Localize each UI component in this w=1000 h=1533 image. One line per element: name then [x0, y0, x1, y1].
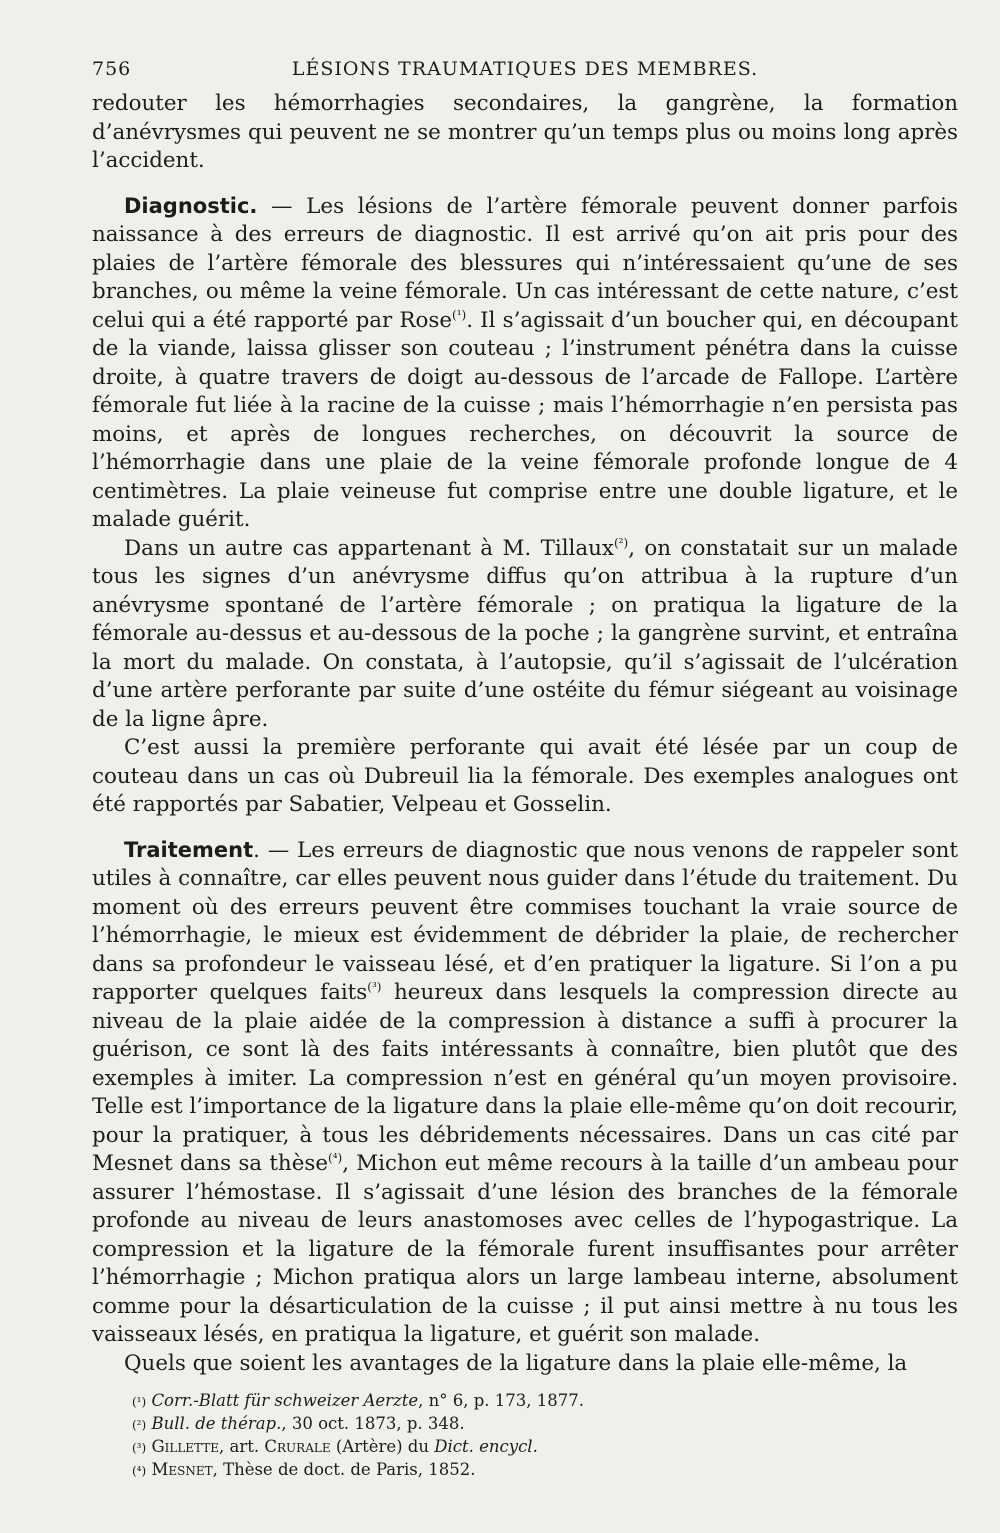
text-run: Dans un autre cas appartenant à M. Tillaux [124, 535, 614, 561]
continued-paragraph: redouter les hémorrhagies secondaires, la gangrène, la formation d’anévrysmes qui peuvent ne se montrer qu’un temps plus ou moins long après l’accident. [92, 91, 958, 173]
footnote-text: , art. [219, 1437, 265, 1456]
section-title-traitement: Traitement [124, 837, 254, 862]
footnote-text: (Artère) du [330, 1437, 435, 1456]
footnote-2 [92, 1413, 958, 1436]
footnote-ref-4: (⁴) [328, 1150, 343, 1165]
footnote-1 [92, 1390, 958, 1413]
footnote-author: Gillette [151, 1437, 220, 1456]
footnote-source: Dict. encycl. [434, 1437, 538, 1456]
page [92, 56, 958, 1482]
running-head [92, 56, 958, 90]
footnote-4 [92, 1459, 958, 1482]
footnote-ref-3: (³) [367, 979, 382, 994]
section-diagnostic [92, 192, 958, 820]
section-traitement [92, 836, 958, 1379]
footnote-source: Bull. de thérap. [151, 1414, 282, 1433]
text-run: . — Les erreurs de diagnostic que nous venons de rappeler sont utiles à connaître, car elles peuvent nous guider dans l’étude du traitement. Du moment où des erreurs peuvent être commises touchant la vraie source de l’hémorrhagie, le mieux est évidemment de débrider la plaie, de rechercher dans sa profondeur le vaisseau lésé, et d’en pratiquer la ligature. Si l’on a pu rapporter quelques faits [92, 837, 958, 1005]
text-run: — Les lésions de l’artère fémorale peuvent donner parfois naissance à des erreurs de diagnostic. Il est arrivé qu’on ait pris pour des plaies de l’artère fémorale des blessures qui n’intéressaient qu’une de ses branches, ou même la veine fémorale. Un cas intéressant de cette nature, c’est celui qui a été rapporté par Rose [92, 193, 958, 333]
diagnostic-paragraph-1 [92, 192, 958, 535]
footnote-text: , n° 6, p. 173, 1877. [418, 1391, 585, 1410]
diagnostic-paragraph-2 [92, 535, 958, 735]
running-title: LÉSIONS TRAUMATIQUES DES MEMBRES. [291, 58, 759, 80]
footnote-term: Crurale [264, 1437, 331, 1456]
page-number: 756 [92, 58, 132, 80]
footnote-source: Corr.-Blatt für schweizer Aerzte [151, 1391, 419, 1410]
text-run: heureux dans lesquels la compression directe au niveau de la plaie aidée de la compression à distance a suffi à procurer la guérison, ce sont là des faits intéressants à connaître, bien plutôt que des exemples à imiter. La compression n’est en général qu’un moyen provisoire. Telle est l’importance de la ligature dans la plaie elle-même qu’on doit recourir, pour la pratiquer, à tous les débridements nécessaires. Dans un cas cité par Mesnet dans sa thèse [92, 980, 958, 1176]
footnotes [92, 1390, 958, 1482]
diagnostic-paragraph-3: C’est aussi la première perforante qui avait été lésée par un coup de couteau dans un cas où Dubreuil lia la fémorale. Des exemples analogues ont été rapportés par Sabatier, Velpeau et Gosselin. [92, 735, 958, 817]
text-run: , Michon eut même recours à la taille d’un ambeau pour assurer l’hémostase. Il s’agissait d’une lésion des branches de la fémorale profonde au niveau de leurs anastomoses avec celles de l’hypogastrique. La compression et la ligature de la fémorale furent insuffisantes pour arrêter l’hémorrhagie ; Michon pratiqua alors un large lambeau interne, absolument comme pour la désarticulation de la cuisse ; il put ainsi mettre à nu tous les vaisseaux lésés, en pratiqua la ligature, et guérit son malade. [92, 1151, 958, 1347]
text-run: , on constatait sur un malade tous les signes d’un anévrysme diffus qu’on attribua à la rupture d’un anévrysme spontané de l’artère fémorale ; on pratiqua la ligature de la fémorale au-dessus et au-dessous de la poche ; la gangrène survint, et entraîna la mort du malade. On constata, à l’autopsie, qu’il s’agissait de l’ulcération d’une artère perforante par suite d’une ostéite du fémur siégeant au voisinage de la ligne âpre. [92, 535, 959, 732]
footnote-mark: (¹) [132, 1395, 147, 1409]
footnote-3 [92, 1436, 958, 1459]
footnote-ref-1: (¹) [452, 307, 467, 322]
traitement-paragraph-1 [92, 836, 958, 1350]
footnote-text: , 30 oct. 1873, p. 348. [281, 1414, 465, 1433]
text-run: . Il s’agissait d’un boucher qui, en découpant de la viande, laissa glisser son couteau ; l’instrument pénétra dans la cuisse droite, à quatre travers de doigt au-dessous de l’arcade de Fallope. L’artère fémorale fut liée à la racine de la cuisse ; mais l’hémorrhagie n’en persista pas moins, et après de longues recherches, on découvrit la source de l’hémorrhagie dans une plaie de la veine fémorale profonde longue de 4 centimètres. La plaie veineuse fut comprise entre une double ligature, et le malade guérit. [92, 307, 958, 532]
section-title-diagnostic: Diagnostic. [124, 193, 258, 218]
footnote-author: Mesnet [151, 1460, 213, 1479]
footnote-text: , Thèse de doct. de Paris, 1852. [212, 1460, 476, 1479]
footnote-mark: (²) [132, 1418, 147, 1432]
footnote-ref-2: (²) [614, 535, 629, 550]
footnote-mark: (⁴) [132, 1464, 147, 1478]
traitement-paragraph-2: Quels que soient les avantages de la ligature dans la plaie elle-même, la [124, 1350, 908, 1376]
footnote-mark: (³) [132, 1441, 147, 1455]
